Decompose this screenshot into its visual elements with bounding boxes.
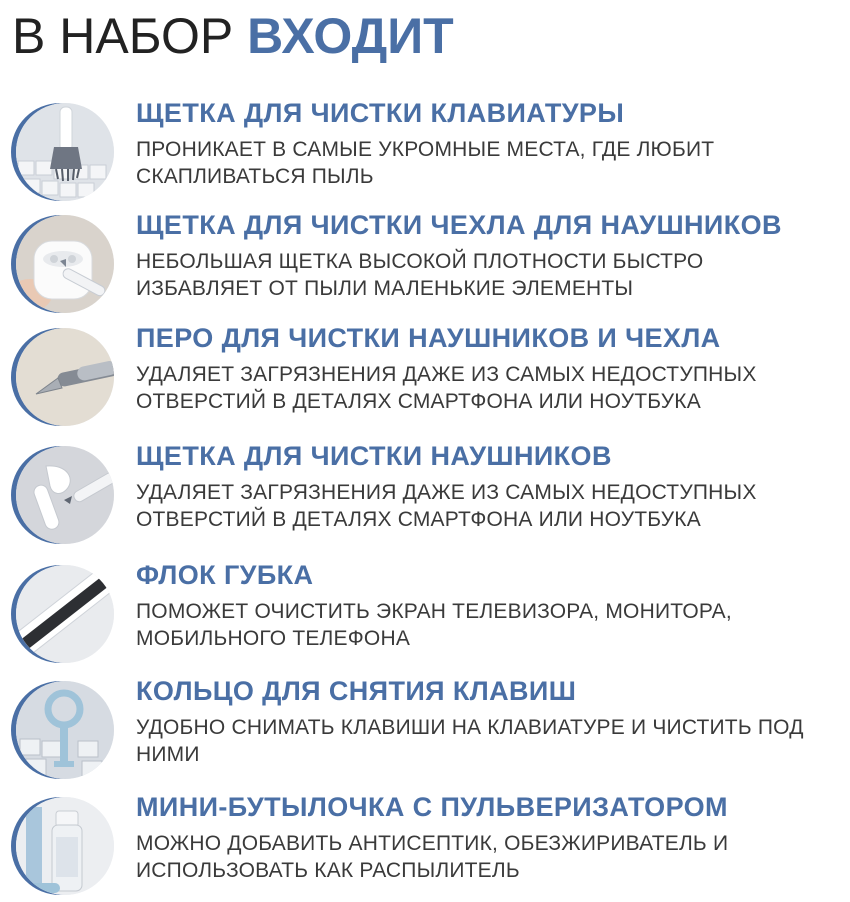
item-description: ПРОНИКАЕТ В САМЫЕ УКРОМНЫЕ МЕСТА, ГДЕ ЛЮБИТ СКАПЛИВАТЬСЯ ПЫЛЬ xyxy=(136,138,715,188)
list-item xyxy=(0,676,850,786)
item-title: ЩЕТКА ДЛЯ ЧИСТКИ ЧЕХЛА ДЛЯ НАУШНИКОВ xyxy=(136,210,782,240)
item-description: ПОМОЖЕТ ОЧИСТИТЬ ЭКРАН ТЕЛЕВИЗОРА, МОНИТОРА, МОБИЛЬНОГО ТЕЛЕФОНА xyxy=(136,600,732,650)
list-item xyxy=(0,210,850,320)
item-title: ЩЕТКА ДЛЯ ЧИСТКИ НАУШНИКОВ xyxy=(136,441,612,471)
spray-bottle-icon xyxy=(16,797,114,895)
item-title: ФЛОК ГУБКА xyxy=(136,560,314,590)
item-description: УДАЛЯЕТ ЗАГРЯЗНЕНИЯ ДАЖЕ ИЗ САМЫХ НЕДОСТУПНЫХ ОТВЕРСТИЙ В ДЕТАЛЯХ СМАРТФОНА ИЛИ НОУТБУКА xyxy=(136,363,757,413)
list-item xyxy=(0,441,850,551)
page-title xyxy=(12,8,454,64)
list-item xyxy=(0,792,850,902)
title-accent: ВХОДИТ xyxy=(247,8,454,64)
item-description: УДОБНО СНИМАТЬ КЛАВИШИ НА КЛАВИАТУРЕ И ЧИСТИТЬ ПОД НИМИ xyxy=(136,716,804,766)
item-description: МОЖНО ДОБАВИТЬ АНТИСЕПТИК, ОБЕЗЖИРИВАТЕЛЬ И ИСПОЛЬЗОВАТЬ КАК РАСПЫЛИТЕЛЬ xyxy=(136,832,729,882)
case-brush-icon xyxy=(16,215,114,313)
keyboard-brush-icon xyxy=(16,103,114,201)
list-item xyxy=(0,560,850,670)
item-title: МИНИ-БУТЫЛОЧКА С ПУЛЬВЕРИЗАТОРОМ xyxy=(136,792,728,822)
item-description: НЕБОЛЬШАЯ ЩЕТКА ВЫСОКОЙ ПЛОТНОСТИ БЫСТРО ИЗБАВЛЯЕТ ОТ ПЫЛИ МАЛЕНЬКИЕ ЭЛЕМЕНТЫ xyxy=(136,250,704,300)
list-item xyxy=(0,323,850,433)
item-title: ЩЕТКА ДЛЯ ЧИСТКИ КЛАВИАТУРЫ xyxy=(136,98,625,128)
keycap-puller-icon xyxy=(16,681,114,779)
flock-sponge-icon xyxy=(16,565,114,663)
item-description: УДАЛЯЕТ ЗАГРЯЗНЕНИЯ ДАЖЕ ИЗ САМЫХ НЕДОСТУПНЫХ ОТВЕРСТИЙ В ДЕТАЛЯХ СМАРТФОНА ИЛИ НОУТБУКА xyxy=(136,481,757,531)
item-title: КОЛЬЦО ДЛЯ СНЯТИЯ КЛАВИШ xyxy=(136,676,577,706)
list-item xyxy=(0,98,850,208)
cleaning-pen-icon xyxy=(16,328,114,426)
item-title: ПЕРО ДЛЯ ЧИСТКИ НАУШНИКОВ И ЧЕХЛА xyxy=(136,323,721,353)
title-plain: В НАБОР xyxy=(12,8,234,64)
earbud-brush-icon xyxy=(16,446,114,544)
